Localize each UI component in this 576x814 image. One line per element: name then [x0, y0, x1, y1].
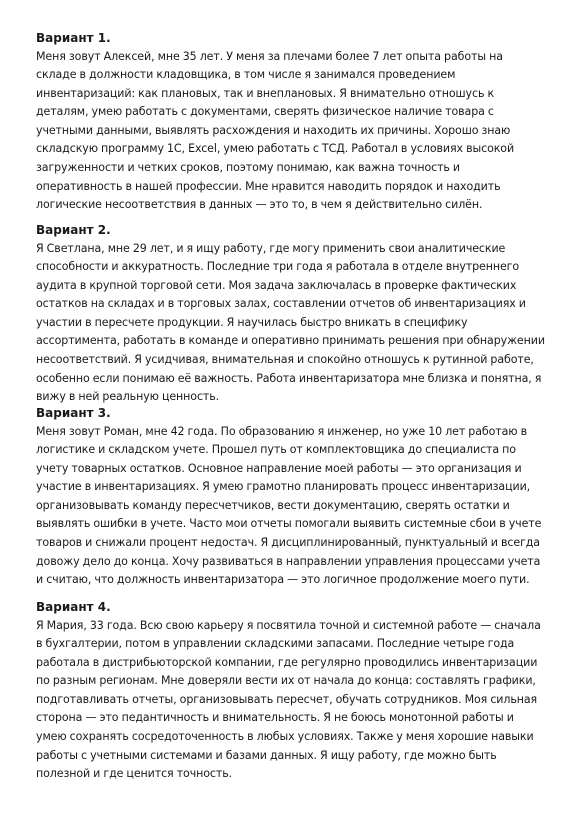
variant-title: Вариант 2.	[36, 223, 111, 237]
variant-paragraph: Меня зовут Алексей, мне 35 лет. У меня за плечами более 7 лет опыта работы на складе в должности кладовщика, в том числе я занимался проведением инвентаризаций: как плановых, так и внеплановых. Я внимательно отношусь к деталям, умею работать с документами, сверять физическое наличие товара с учетными данными, выявлять расхождения и находить их причины. Хорошо знаю складскую программу 1С, Excel, умею работать с ТСД. Работал в условиях высокой загруженности и четких сроков, поэтому понимаю, как важна точность и оперативность в нашей профессии. Мне нравится наводить порядок и находить логические несоответствия в данных — это то, в чем я действительно силён.	[36, 49, 515, 212]
document-body	[36, 29, 546, 784]
variant-paragraph: Меня зовут Роман, мне 42 года. По образованию я инженер, но уже 10 лет работаю в логистике и складском учете. Прошел путь от комплектовщика до специалиста по учету товарных остатков. Основное направление моей работы — это организация и участие в инвентаризациях. Я умею грамотно планировать процесс инвентаризации, организовывать команду пересчетчиков, вести документацию, сверять остатки и выявлять ошибки в учете. Часто мои отчеты помогали выявить системные сбои в учете товаров и снижали процент недостач. Я дисциплинированный, пунктуальный и всегда довожу дело до конца. Хочу развиваться в направлении управления процессами учета и считаю, что должность инвентаризатора — это логичное продолжение моего пути.	[36, 424, 542, 587]
variant-paragraph: Я Мария, 33 года. Всю свою карьеру я посвятила точной и системной работе — сначала в бухгалтерии, потом в управлении складскими запасами. Последние четыре года работала в дистрибьюторской компании, где регулярно проводились инвентаризации по разным регионам. Мне доверяли вести их от начала до конца: составлять графики, подготавливать отчеты, организовывать пересчет, обучать сотрудников. Моя сильная сторона — это педантичность и внимательность. Я не боюсь монотонной работы и умею сохранять сосредоточенность в любых условиях. Также у меня хорошие навыки работы с учетными системами и базами данных. Я ищу работу, где можно быть полезной и где ценится точность.	[36, 618, 541, 781]
variant-section-3	[36, 404, 546, 598]
variant-title: Вариант 4.	[36, 600, 111, 614]
variant-section-2	[36, 221, 546, 404]
variant-title: Вариант 1.	[36, 31, 111, 45]
variant-section-4	[36, 598, 546, 784]
variant-title: Вариант 3.	[36, 406, 111, 420]
variant-section-1	[36, 29, 546, 221]
variant-paragraph: Я Светлана, мне 29 лет, и я ищу работу, где могу применить свои аналитические способности и аккуратность. Последние три года я работала в отделе внутреннего аудита в крупной торговой сети. Моя задача заключалась в проверке фактических остатков на складах и в торговых залах, составлении отчетов об инвентаризациях и участии в пересчете продукции. Я научилась быстро вникать в специфику ассортимента, работать в команде и оперативно принимать решения при обнаружении несоответствий. Я усидчивая, внимательная и спокойно отношусь к рутинной работе, особенно если понимаю её важность. Работа инвентаризатора мне близка и понятна, я вижу в ней реальную ценность.	[36, 241, 545, 404]
